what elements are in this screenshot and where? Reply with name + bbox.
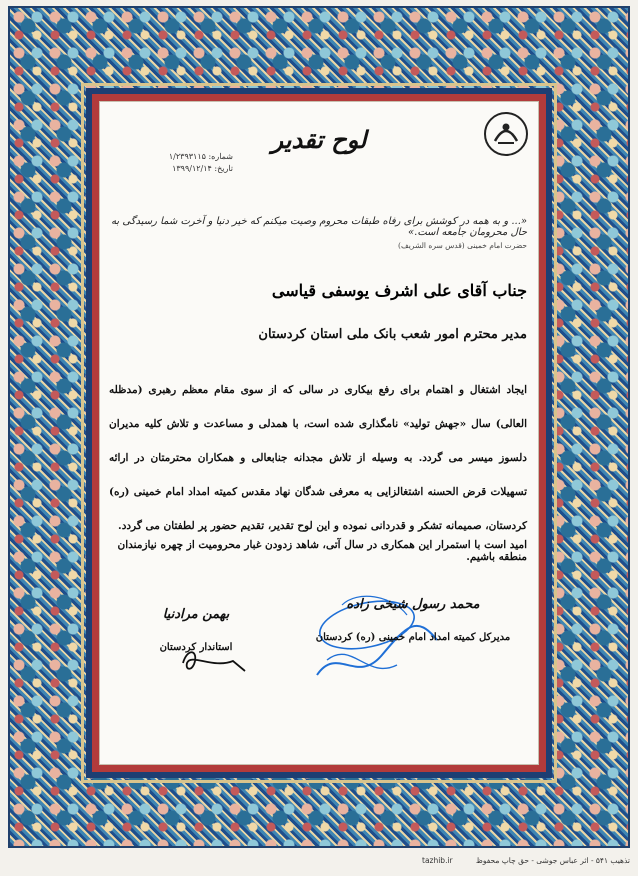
recipient-name: جناب آقای علی اشرف یوسفی قیاسی (271, 281, 527, 300)
certificate-panel (99, 101, 539, 765)
signature-right (313, 597, 513, 643)
recipient-position: مدیر محترم امور شعب بانک ملی استان کردستان (258, 327, 527, 342)
signatory-name-right: محمد رسول شیخی زاده (346, 597, 480, 612)
closing-text: امید است با استمرار این همکاری در سال آتی، شاهد زدودن غبار محرومیت از چهره نیازمندان منطقه باشیم. (117, 539, 527, 563)
quote-text: «... و به همه در کوشش برای رفاه طبقات محروم وصیت میکنم که خیر دنیا و آخرت شما رسیدگی به حال محرومان جامعه است.» (111, 216, 527, 238)
reference-date: تاریخ: ۱۳۹۹/۱۲/۱۴ (172, 164, 233, 173)
handwritten-signature (173, 641, 253, 681)
signatory-name-left: بهمن مرادنیا (162, 607, 230, 622)
signatory-role-left: استاندار کردستان (159, 642, 233, 653)
reference-number: شماره: ۱/۲۳۹۳۱۱۵ (168, 152, 233, 161)
certificate-title: لوح تقدیر (271, 125, 367, 154)
reference-meta (113, 151, 233, 175)
quote-attribution: حضرت امام خمینی (قدس سره الشریف) (398, 241, 527, 250)
footer-credit: تذهیب ۵۴۱ - اثر عباس جوشی - حق چاپ محفوظ (475, 856, 630, 865)
body-text: ایجاد اشتغال و اهتمام برای رفع بیکاری در سالی که از سوی مقام معظم رهبری (مدظله العالی) سال «جهش تولید» نامگذاری شده است، با همدلی و مساعدت و تلاش کلیه مدیران دلسوز میسر می گردد. به وسیله از تلاش مجدانه جنابعالی و همکاران محترمتان در ارائه تسهیلات قرض الحسنه اشتغالزایی به معرفی شدگان نهاد مقدس کمیته امداد امام خمینی (ره) کردستان، صمیمانه تشکر و قدردانی نموده و این لوح تقدیر، تقدیم حضور پر لطفتان می گردد. (109, 384, 527, 532)
footer-website: tazhib.ir (422, 856, 453, 865)
signatory-role-right: مدیرکل کمیته امداد امام خمینی (ره) کردستان (315, 632, 511, 643)
